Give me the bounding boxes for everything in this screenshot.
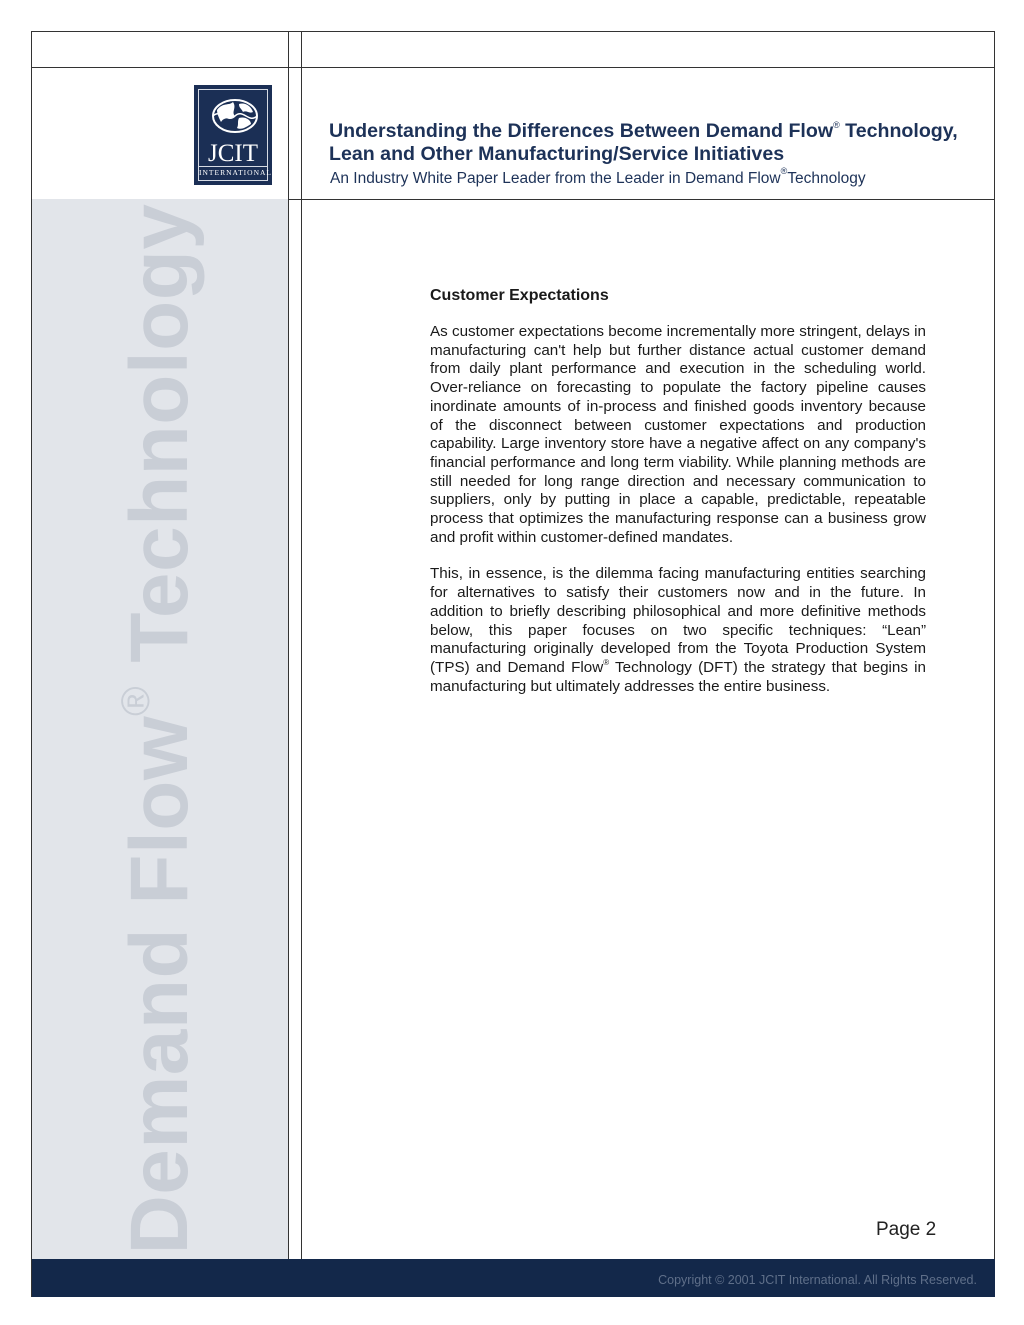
column-divider-right (301, 31, 302, 1259)
logo-wordmark: JCIT (208, 140, 258, 167)
sidebar-band (32, 199, 288, 1259)
sidebar-watermark-text: Demand Flow® Technology (114, 203, 205, 1255)
paragraph-2: This, in essence, is the dilemma facing manufacturing entities searching for alternatives to satisfy their customers now and in the future. In addition to briefly describing philosophical and more definitive methods below, this paper focuses on two specific techniques: “Lean” manufacturing originally developed from the Toyota Production System (TPS) and Demand Flow® Technology (DFT) the strategy that begins in manufacturing but ultimately addresses the entire business. (430, 565, 927, 695)
copyright-notice: Copyright © 2001 JCIT International. All Rights Reserved. (658, 1273, 977, 1287)
globe-icon (209, 96, 261, 136)
footer-bar (32, 1259, 995, 1297)
logo-subtext: INTERNATIONAL (199, 168, 272, 177)
main-content (430, 286, 926, 714)
jcit-logo (194, 85, 272, 185)
document-subtitle: An Industry White Paper Leader from the Leader in Demand Flow®Technology (330, 166, 866, 187)
document-title: Understanding the Differences Between Demand Flow® Technology, Lean and Other Manufacturing/Service Initiatives (329, 120, 958, 165)
column-divider-left (288, 31, 289, 1259)
header-top-rule (31, 67, 995, 68)
paragraph-1: As customer expectations become incrementally more stringent, delays in manufacturing can't help but further distance actual customer demand from daily plant performance and execution in the scheduling world. Over-reliance on forecasting to populate the factory pipeline causes inordinate amounts of in-process and finished goods inventory because of the disconnect between customer expectations and production capability. Large inventory store have a negative affect on any company's financial performance and long term viability. While planning methods are still needed for long range direction and necessary communication to suppliers, only by putting in place a capable, predictable, repeatable process that optimizes the manufacturing response can a business grow and profit within customer-defined mandates. (430, 323, 926, 546)
page-number: Page 2 (876, 1219, 937, 1240)
section-heading: Customer Expectations (430, 287, 609, 304)
